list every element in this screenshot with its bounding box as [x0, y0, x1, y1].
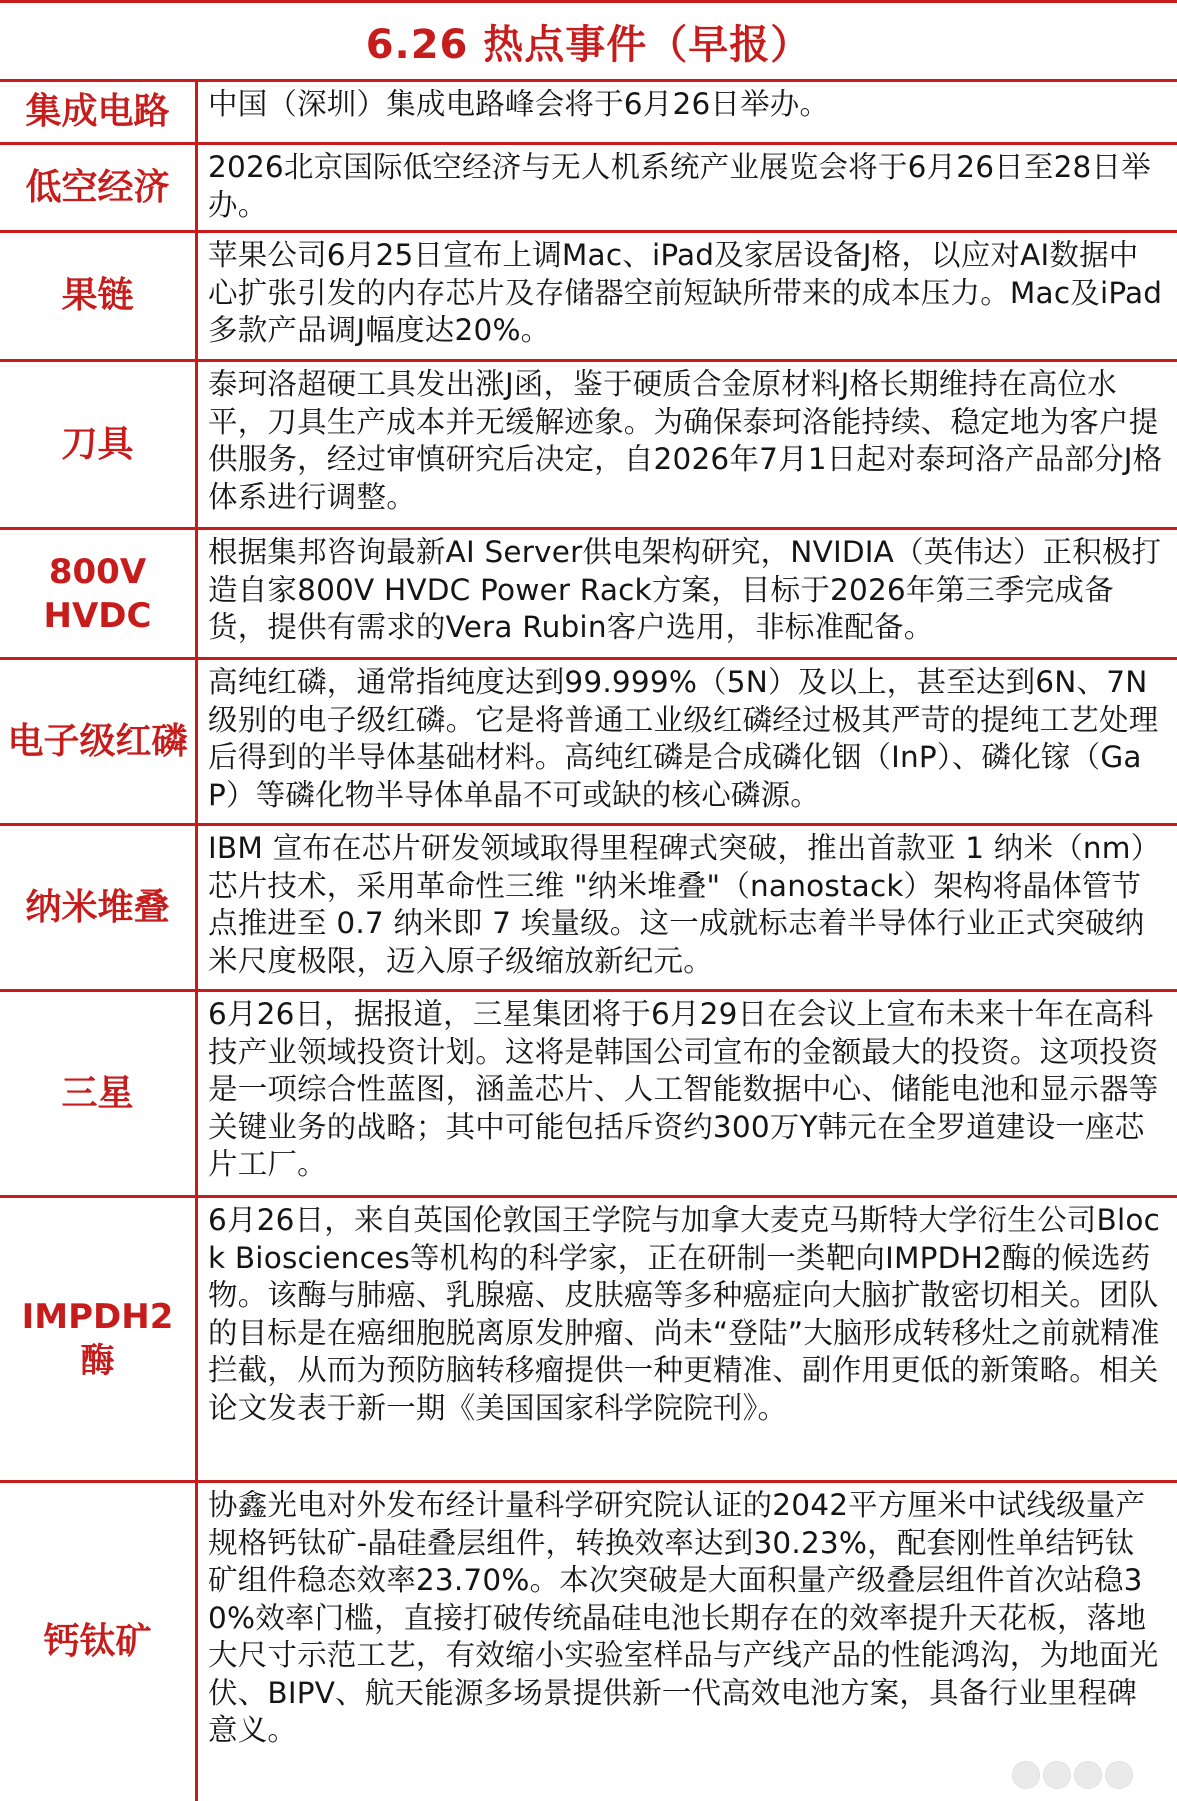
- row-text: 高纯红磷，通常指纯度达到99.999%（5N）及以上，甚至达到6N、7N级别的电子级红磷。它是将普通工业级红磷经过极其严苛的提纯工艺处理后得到的半导体基础材料。高纯红磷是合成磷化铟（InP）、磷化镓（GaP）等磷化物半导体单晶不可或缺的核心磷源。: [208, 665, 1159, 812]
- table-row: [0, 233, 1177, 362]
- row-text: 苹果公司6月25日宣布上调Mac、iPad及家居设备J格，以应对AI数据中心扩张引发的内存芯片及存储器空前短缺所带来的成本压力。Mac及iPad多款产品调J幅度达20%。: [208, 238, 1163, 347]
- table-row: [0, 530, 1177, 660]
- row-text: IBM 宣布在芯片研发领域取得里程碑式突破，推出首款亚 1 纳米（nm）芯片技术，采用革命性三维 "纳米堆叠"（nanostack）架构将晶体管节点推进至 0.7 纳米即 7 埃量级。这一成就标志着半导体行业正式突破纳米尺度极限，迈入原子级缩放新纪元。: [208, 831, 1161, 978]
- row-label: 钙钛矿: [0, 1483, 198, 1801]
- table-row: [0, 1198, 1177, 1483]
- row-label: 集成电路: [0, 82, 198, 142]
- row-text: 2026北京国际低空经济与无人机系统产业展览会将于6月26日至28日举办。: [208, 150, 1151, 222]
- row-text: 泰珂洛超硬工具发出涨J函，鉴于硬质合金原材料J格长期维持在高位水平，刀具生产成本并无缓解迹象。为确保泰珂洛能持续、稳定地为客户提供服务，经过审慎研究后决定，自2026年7月1日起对泰珂洛产品部分J格体系进行调整。: [208, 367, 1163, 514]
- row-label: 电子级红磷: [0, 660, 198, 823]
- row-label: 三星: [0, 992, 198, 1195]
- row-label: 纳米堆叠: [0, 826, 198, 989]
- row-text: 协鑫光电对外发布经计量科学研究院认证的2042平方厘米中试线级量产规格钙钛矿-晶硅叠层组件，转换效率达到30.23%，配套刚性单结钙钛矿组件稳态效率23.70%。本次突破是大面积量产级叠层组件首次站稳30%效率门槛，直接打破传统晶硅电池长期存在的效率提升天花板，落地大尺寸示范工艺，有效缩小实验室样品与产线产品的性能鸿沟，为地面光伏、BIPV、航天能源多场景提供新一代高效电池方案，具备行业里程碑意义。: [208, 1488, 1159, 1747]
- row-label: IMPDH2酶: [0, 1198, 198, 1480]
- row-label: 果链: [0, 233, 198, 359]
- watermark: [1012, 1761, 1133, 1789]
- row-text: 6月26日，据报道，三星集团将于6月29日在会议上宣布未来十年在高科技产业领域投资计划。这将是韩国公司宣布的金额最大的投资。这项投资是一项综合性蓝图，涵盖芯片、人工智能数据中心、储能电池和显示器等关键业务的战略；其中可能包括斥资约300万Y韩元在全罗道建设一座芯片工厂。: [208, 997, 1159, 1181]
- row-label: 低空经济: [0, 145, 198, 230]
- row-label: 刀具: [0, 362, 198, 527]
- table-row: [0, 660, 1177, 826]
- table-row: [0, 826, 1177, 992]
- watermark-dot-icon: [1074, 1761, 1102, 1789]
- title-bar: [0, 0, 1177, 82]
- watermark-dot-icon: [1043, 1761, 1071, 1789]
- row-label: 800V HVDC: [0, 530, 198, 657]
- table-row: [0, 362, 1177, 530]
- row-text: 根据集邦咨询最新AI Server供电架构研究，NVIDIA（英伟达）正积极打造自家800V HVDC Power Rack方案，目标于2026年第三季完成备货，提供有需求的Vera Rubin客户选用，非标准配备。: [208, 535, 1162, 644]
- page-title: 6.26 热点事件（早报）: [365, 21, 812, 68]
- table-row: [0, 1483, 1177, 1801]
- watermark-dot-icon: [1012, 1761, 1040, 1789]
- row-text: 6月26日，来自英国伦敦国王学院与加拿大麦克马斯特大学衍生公司Block Biosciences等机构的科学家，正在研制一类靶向IMPDH2酶的候选药物。该酶与肺癌、乳腺癌、皮肤癌等多种癌症向大脑扩散密切相关。团队的目标是在癌细胞脱离原发肿瘤、尚未“登陆”大脑形成转移灶之前就精准拦截，从而为预防脑转移瘤提供一种更精准、副作用更低的新策略。相关论文发表于新一期《美国国家科学院院刊》。: [208, 1203, 1161, 1425]
- table-row: [0, 992, 1177, 1198]
- row-text: 中国（深圳）集成电路峰会将于6月26日举办。: [208, 87, 830, 121]
- events-table: [0, 82, 1177, 1801]
- table-row: [0, 82, 1177, 145]
- watermark-dot-icon: [1105, 1761, 1133, 1789]
- table-row: [0, 145, 1177, 233]
